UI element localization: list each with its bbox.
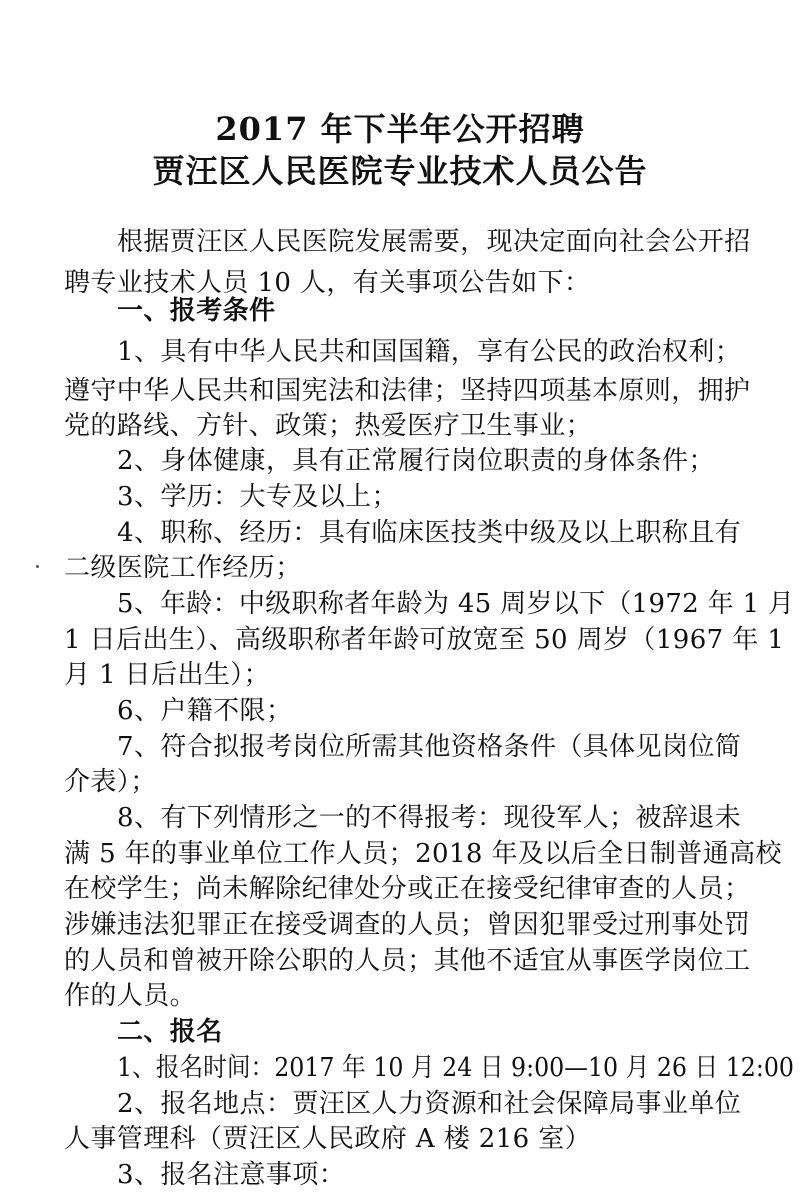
body-line: 4、职称、经历：具有临床医技类中级及以上职称且有 bbox=[117, 518, 742, 548]
body-line: 介表）； bbox=[64, 767, 157, 797]
body-line: 1 日后出生）、高级职称者年龄可放宽至 50 周岁（1967 年 1 bbox=[64, 625, 785, 655]
body-line: 7、符合拟报考岗位所需其他资格条件（具体见岗位简 bbox=[117, 732, 742, 762]
body-line: 5、年龄：中级职称者年龄为 45 周岁以下（1972 年 1 月 bbox=[117, 589, 795, 619]
title-line-1: 2017 年下半年公开招聘 bbox=[215, 110, 585, 148]
body-line: 遵守中华人民共和国宪法和法律；坚持四项基本原则，拥护 bbox=[64, 376, 751, 406]
body-line: 根据贾汪区人民医院发展需要，现决定面向社会公开招 bbox=[117, 227, 751, 257]
body-line: 2、身体健康，具有正常履行岗位职责的身体条件； bbox=[117, 446, 715, 476]
body-line: 作的人员。 bbox=[64, 981, 197, 1011]
scan-speck bbox=[36, 565, 39, 568]
body-line: 2、报名地点：贾汪区人力资源和社会保障局事业单位 bbox=[117, 1089, 742, 1119]
body-line: 满 5 年的事业单位工作人员；2018 年及以后全日制普通高校 bbox=[64, 839, 782, 869]
title-line-2: 贾汪区人民医院专业技术人员公告 bbox=[152, 152, 648, 190]
body-line: 3、学历：大专及以上； bbox=[117, 482, 398, 512]
body-line: 的人员和曾被开除公职的人员；其他不适宜从事医学岗位工 bbox=[64, 946, 751, 976]
section-heading: 一、报考条件 bbox=[117, 296, 276, 326]
body-line: 8、有下列情形之一的不得报考：现役军人；被辞退未 bbox=[117, 803, 742, 833]
body-line: 3、报名注意事项： bbox=[117, 1160, 346, 1190]
body-line: 二级医院工作经历； bbox=[64, 553, 302, 583]
body-line: 1、具有中华人民共和国国籍，享有公民的政治权利； bbox=[117, 337, 742, 367]
body-line: 在校学生；尚未解除纪律处分或正在接受纪律审查的人员； bbox=[64, 874, 751, 904]
section-heading: 二、报名 bbox=[117, 1017, 223, 1047]
body-line: 聘专业技术人员 10 人，有关事项公告如下： bbox=[64, 268, 591, 298]
body-line: 月 1 日后出生）； bbox=[64, 660, 271, 690]
body-line: 涉嫌违法犯罪正在接受调查的人员；曾因犯罪受过刑事处罚 bbox=[64, 910, 751, 940]
body-line: 6、户籍不限； bbox=[117, 696, 293, 726]
body-line: 1、报名时间：2017 年 10 月 24 日 9:00—10 月 26 日 12:00 bbox=[117, 1053, 795, 1083]
body-line: 党的路线、方针、政策；热爱医疗卫生事业； bbox=[64, 411, 593, 441]
body-line: 人事管理科（贾汪区人民政府 A 楼 216 室） bbox=[64, 1124, 592, 1154]
